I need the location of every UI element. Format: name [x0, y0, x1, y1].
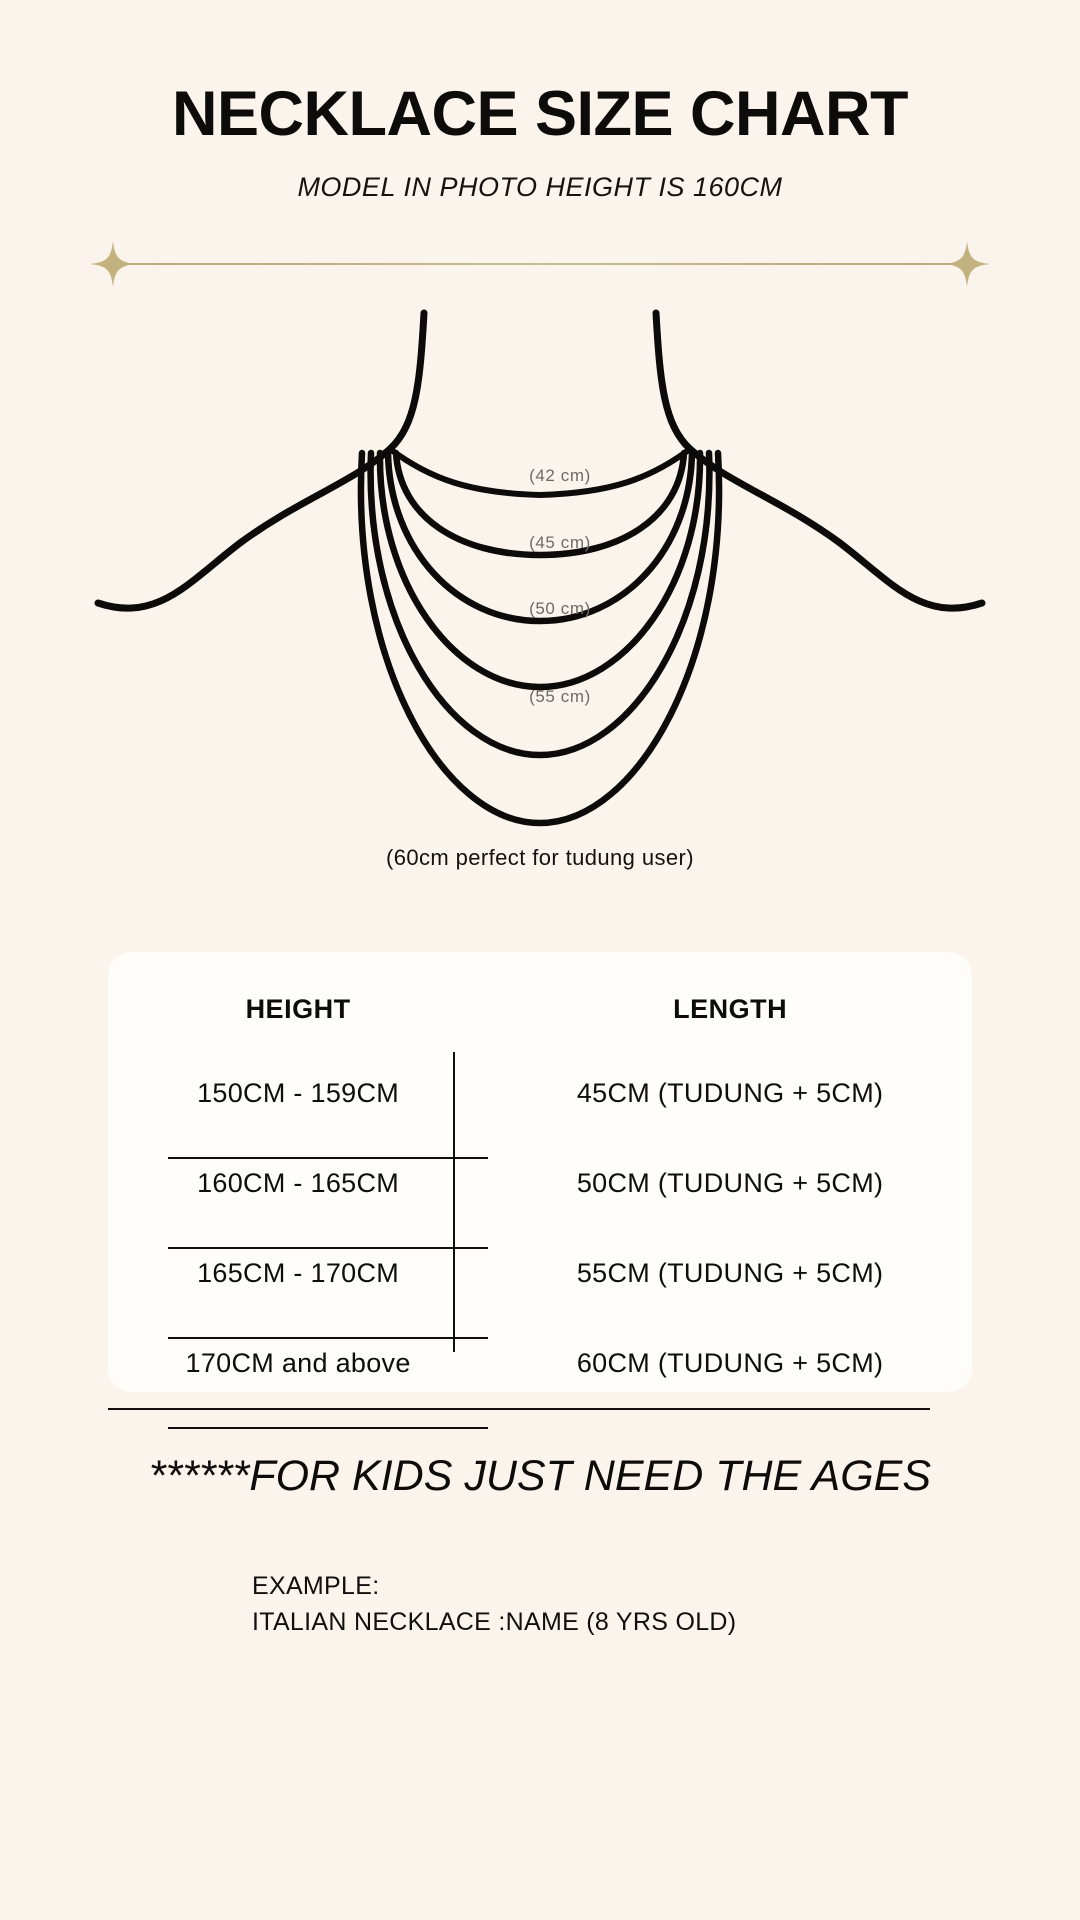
cell-length: [488, 1321, 972, 1411]
cell-height-text: 165CM - 170CM: [197, 1257, 400, 1288]
cell-height: [108, 1051, 488, 1141]
cell-length-text: 45CM (TUDUNG + 5CM): [576, 1077, 884, 1108]
cell-height: [108, 1231, 488, 1321]
cell-height: [108, 1321, 488, 1411]
table-row: [108, 1321, 972, 1411]
example-block: [252, 1568, 736, 1641]
page-title: NECKLACE SIZE CHART: [171, 79, 908, 149]
necklace-length-label: (42 cm): [529, 466, 591, 485]
cell-height-text: 150CM - 159CM: [197, 1077, 400, 1108]
size-table: [108, 952, 972, 1411]
page-subtitle: MODEL IN PHOTO HEIGHT IS 160CM: [297, 172, 783, 202]
size-table-card: [108, 952, 972, 1392]
column-header-length: LENGTH: [673, 994, 788, 1024]
example-value: ITALIAN NECKLACE :NAME (8 YRS OLD): [252, 1608, 737, 1637]
cell-length-text: 50CM (TUDUNG + 5CM): [576, 1167, 884, 1198]
row-underline: [108, 1408, 930, 1410]
illustration-caption: (60cm perfect for tudung user): [386, 845, 694, 870]
table-row: [108, 1141, 972, 1231]
cell-length: [488, 1051, 972, 1141]
cell-length: [488, 1141, 972, 1231]
divider-line: [110, 263, 970, 265]
cell-height: [108, 1141, 488, 1231]
column-header-height: HEIGHT: [245, 994, 351, 1024]
table-header-row: [108, 952, 972, 1051]
cell-height-text: 170CM and above: [185, 1347, 411, 1378]
necklace-length-label: (45 cm): [529, 533, 591, 552]
sparkle-icon: [90, 241, 136, 287]
decorative-divider: [90, 233, 990, 293]
row-underline: [168, 1427, 488, 1429]
cell-height-text: 160CM - 165CM: [197, 1167, 400, 1198]
necklace-illustration: [0, 303, 1080, 870]
cell-length: [488, 1231, 972, 1321]
necklace-length-label: (55 cm): [529, 687, 591, 706]
cell-length-text: 55CM (TUDUNG + 5CM): [576, 1257, 884, 1288]
example-label: EXAMPLE:: [252, 1572, 380, 1600]
sparkle-icon: [944, 241, 990, 287]
table-row: [108, 1051, 972, 1141]
kids-note: ******FOR KIDS JUST NEED THE AGES: [148, 1452, 932, 1500]
cell-length-text: 60CM (TUDUNG + 5CM): [576, 1347, 884, 1378]
table-row: [108, 1231, 972, 1321]
necklace-length-label: (50 cm): [529, 599, 591, 618]
